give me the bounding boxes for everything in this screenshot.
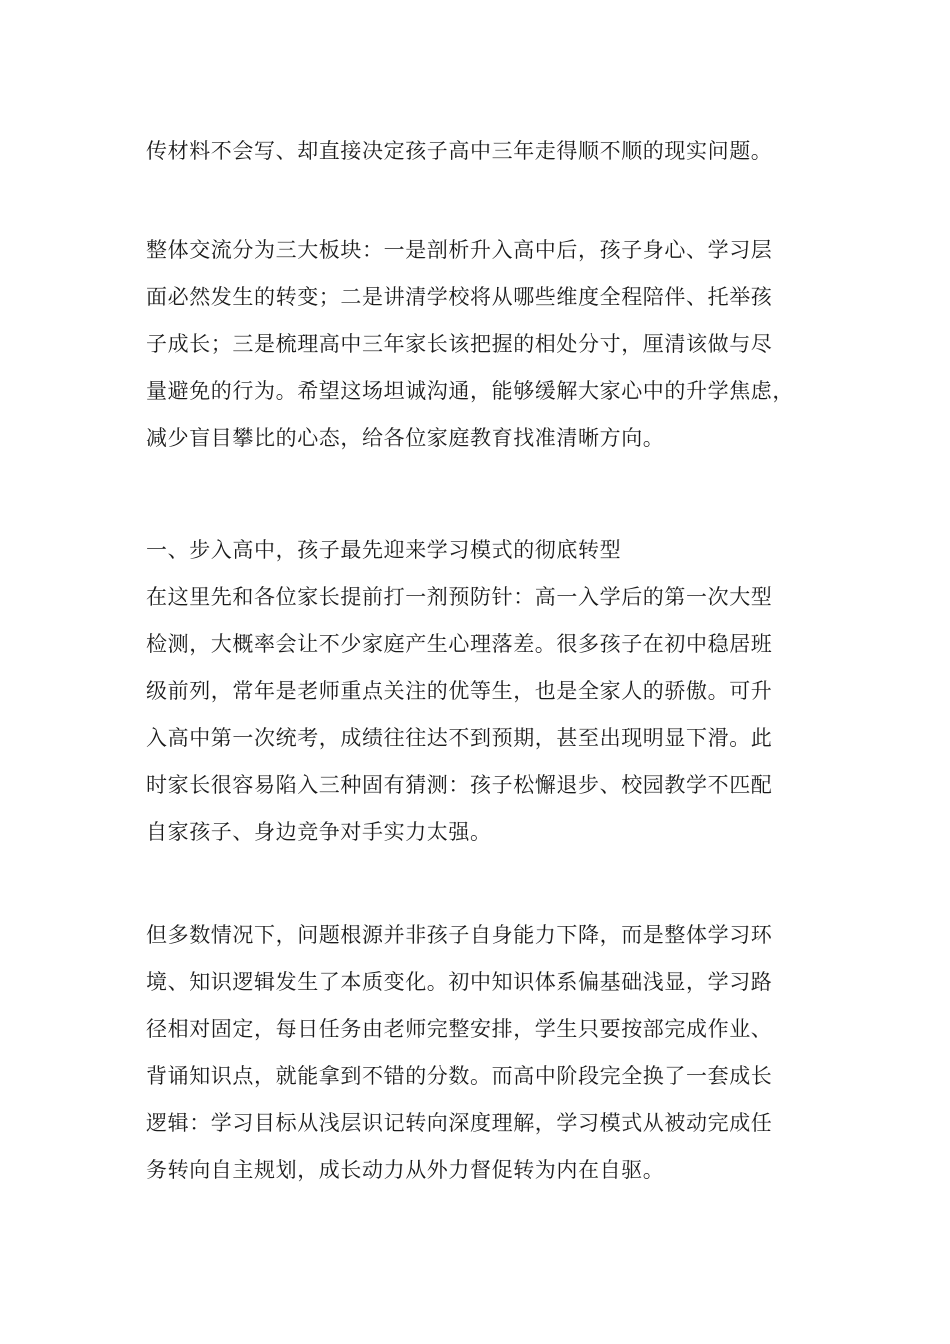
section-heading: 一、步入高中，孩子最先迎来学习模式的彻底转型 — [146, 538, 622, 562]
paragraph-3-line-4: 入高中第一次统考，成绩往往达不到预期，甚至出现明显下滑。此 — [146, 726, 773, 750]
paragraph-3-line-6: 自家孩子、身边竞争对手实力太强。 — [146, 820, 492, 844]
paragraph-2-line-1: 整体交流分为三大板块：一是剖析升入高中后，孩子身心、学习层 — [146, 238, 773, 262]
paragraph-1-line-1: 传材料不会写、却直接决定孩子高中三年走得顺不顺的现实问题。 — [146, 139, 773, 163]
paragraph-3-line-3: 级前列，常年是老师重点关注的优等生，也是全家人的骄傲。可升 — [146, 679, 773, 703]
paragraph-4-line-5: 逻辑：学习目标从浅层识记转向深度理解，学习模式从被动完成任 — [146, 1111, 773, 1135]
paragraph-4-line-3: 径相对固定，每日任务由老师完整安排，学生只要按部完成作业、 — [146, 1017, 773, 1041]
paragraph-4-line-2: 境、知识逻辑发生了本质变化。初中知识体系偏基础浅显，学习路 — [146, 970, 773, 994]
paragraph-3-line-1: 在这里先和各位家长提前打一剂预防针：高一入学后的第一次大型 — [146, 585, 773, 609]
paragraph-4-line-6: 务转向自主规划，成长动力从外力督促转为内在自驱。 — [146, 1158, 665, 1182]
paragraph-3-line-2: 检测，大概率会让不少家庭产生心理落差。很多孩子在初中稳居班 — [146, 632, 773, 656]
paragraph-2-line-4: 量避免的行为。希望这场坦诚沟通，能够缓解大家心中的升学焦虑， — [146, 379, 794, 403]
paragraph-4-line-4: 背诵知识点，就能拿到不错的分数。而高中阶段完全换了一套成长 — [146, 1064, 773, 1088]
paragraph-4-line-1: 但多数情况下，问题根源并非孩子自身能力下降，而是整体学习环 — [146, 923, 773, 947]
paragraph-2-line-2: 面必然发生的转变；二是讲清学校将从哪些维度全程陪伴、托举孩 — [146, 285, 773, 309]
paragraph-3-line-5: 时家长很容易陷入三种固有猜测：孩子松懈退步、校园教学不匹配 — [146, 773, 773, 797]
paragraph-2-line-5: 减少盲目攀比的心态，给各位家庭教育找准清晰方向。 — [146, 426, 665, 450]
paragraph-2-line-3: 子成长；三是梳理高中三年家长该把握的相处分寸，厘清该做与尽 — [146, 332, 773, 356]
